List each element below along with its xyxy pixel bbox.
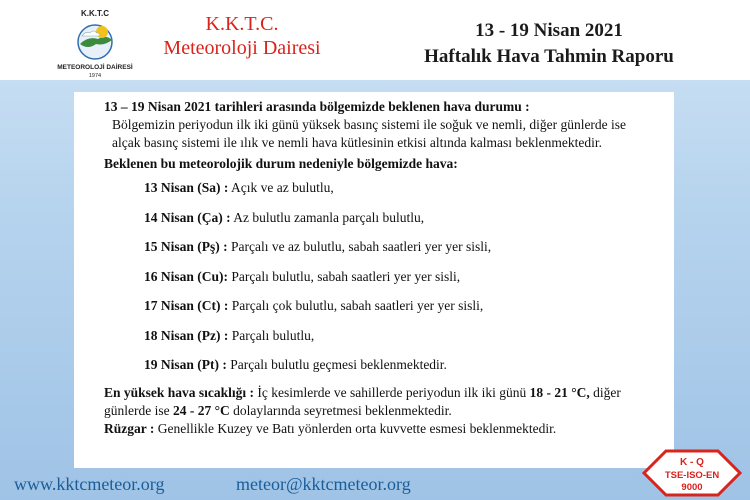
day-text: Az bulutlu zamanla parçalı bulutlu, [230,209,425,225]
meteorology-logo [52,6,138,78]
temperature-label: En yüksek hava sıcaklığı : [104,384,255,400]
svg-text:1974: 1974 [88,73,102,78]
svg-text:K - Q: K - Q [680,457,704,468]
svg-text:TSE-ISO-EN: TSE-ISO-EN [664,470,720,481]
temperature-text: İç kesimlerde ve sahillerde periyodun ilk iki günü [254,384,530,400]
day-date: 19 Nisan (Pt) : [144,357,227,372]
svg-text:9000: 9000 [681,482,703,493]
daily-forecast-list [104,173,652,380]
day-text: Parçalı bulutlu, sabah saatleri yer yer sisli, [228,268,461,284]
day-date: 13 Nisan (Sa) : [144,180,229,195]
day-date: 17 Nisan (Ct) : [144,298,229,313]
max-temperature-paragraph [104,384,652,420]
intro-heading: 13 – 19 Nisan 2021 tarihleri arasında bölgemizde beklenen hava durumu : [104,99,530,114]
day-forecast-19 [144,350,652,380]
temperature-range-early: 18 - 21 °C, [529,384,590,400]
day-text: Parçalı bulutlu geçmesi beklenmektedir. [226,357,447,372]
report-name: Haftalık Hava Tahmin Raporu [424,46,674,67]
day-forecast-18 [144,321,652,351]
wind-text: Genellikle Kuzey ve Batı yönlerden orta kuvvette esmesi beklenmektedir. [154,420,557,436]
header-bar [0,0,750,80]
day-text: Parçalı bulutlu, [228,327,315,343]
day-date: 16 Nisan (Cu): [144,268,229,284]
day-text: Parçalı çok bulutlu, sabah saatleri yer yer sisli, [228,298,484,313]
email-link[interactable]: meteor@kktcmeteor.org [236,474,411,494]
org-title-line1: K.K.T.C. [205,13,279,35]
day-text: Açık ve az bulutlu, [228,180,334,195]
day-forecast-16 [144,262,652,292]
tse-certification-badge [636,448,748,498]
svg-text:METEOROLOJİ DAİRESİ: METEOROLOJİ DAİRESİ [57,64,133,71]
day-forecast-15 [144,232,652,262]
day-text: Parçalı ve az bulutlu, sabah saatleri yer yer sisli, [227,239,492,254]
org-title-line2: Meteoroloji Dairesi [163,37,321,59]
day-date: 15 Nisan (Pş) : [144,239,228,254]
website-link[interactable]: www.kktcmeteor.org [14,474,165,494]
temperature-range-late: 24 - 27 °C [172,402,230,418]
report-title [384,18,714,70]
report-date-range: 13 - 19 Nisan 2021 [475,20,623,41]
wind-label: Rüzgar : [104,420,155,436]
day-date: 14 Nisan (Ça) : [144,209,231,225]
temperature-text: diğer günlerde ise [104,384,621,418]
temperature-text: dolaylarında seyretmesi beklenmektedir. [229,402,452,418]
section-heading: Beklenen bu meteorolojik durum nedeniyle bölgemizde hava: [104,156,458,171]
day-forecast-14 [144,203,652,233]
intro-text: Bölgemizin periyodun ilk iki günü yüksek basınç sistemi ile soğuk ve nemli, diğer günlerde ise alçak basınç sistemi ile ılık ve nemli hava kütlesinin etkisi altında kalması beklenmektedir. [112,117,627,150]
day-forecast-13 [144,173,652,203]
organization-title [142,12,342,60]
day-forecast-17 [144,291,652,321]
forecast-card [74,92,674,468]
day-date: 18 Nisan (Pz) : [144,327,229,343]
wind-paragraph [104,420,652,438]
svg-text:K.K.T.C: K.K.T.C [81,9,109,18]
